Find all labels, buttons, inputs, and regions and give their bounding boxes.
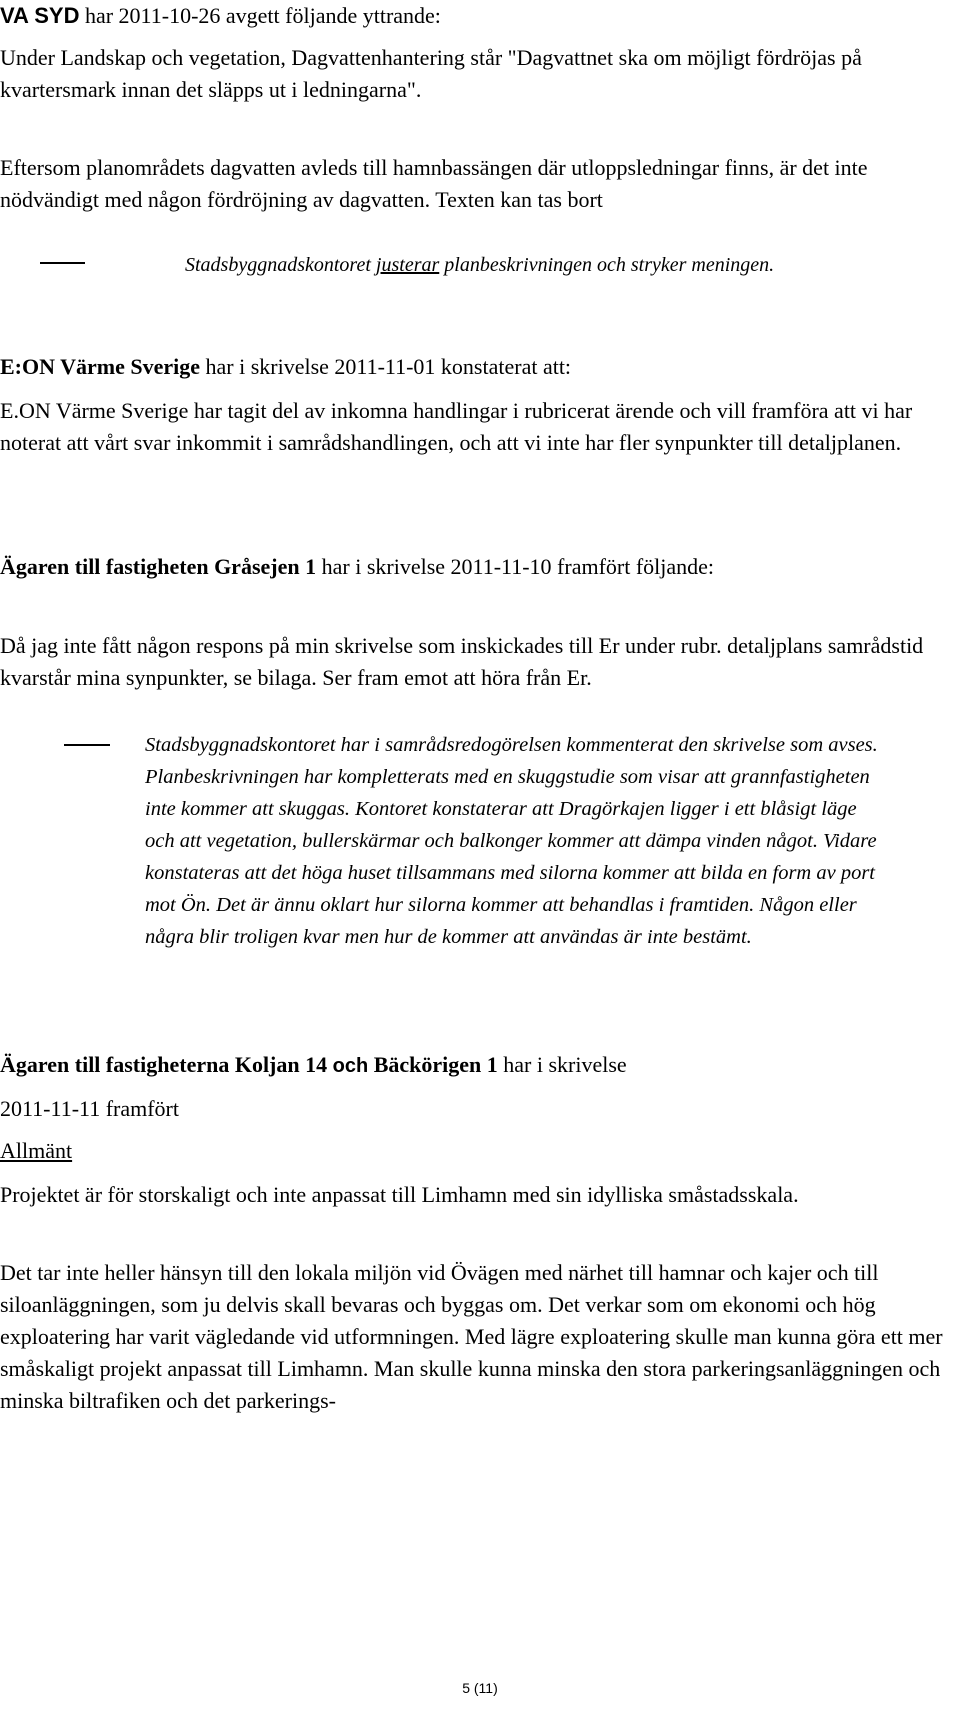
grasejen-sender: Ägaren till fastigheten Gråsejen 1	[0, 554, 317, 579]
koljan-heading	[0, 1049, 945, 1082]
vasyd-paragraph-2: Eftersom planområdets dagvatten avleds till hamnbassängen där utloppsledningar finns, är det inte nödvändigt med någon fördröjning av dagvatten. Texten kan tas bort	[0, 155, 868, 212]
page-number: 5 (11)	[462, 1680, 498, 1696]
koljan-paragraph-2: Det tar inte heller hänsyn till den lokala miljön vid Övägen med närhet till hamnar och kajer och till siloanläggningen, som ju delvis skall bevaras och byggas om. Det verkar som om ekonomi och hög exploatering har varit vägledande vid utformningen. Med lägre exploatering skulle man kunna göra ett mer småskaligt projekt anpassat till Limhamn. Man skulle kunna minska den stora parkeringsanläggningen och minska biltrafiken och det parkerings-	[0, 1260, 943, 1413]
vasyd-response-underlined: justerar	[375, 254, 440, 276]
koljan-heading-line-2: 2011-11-11 framfört	[0, 1096, 179, 1121]
grasejen-heading-rest: har i skrivelse 2011-11-10 framfört följande:	[316, 554, 715, 579]
koljan-sender-part2: Bäckörigen 1	[368, 1052, 498, 1077]
vasyd-response-post: planbeskrivningen och stryker meningen.	[439, 254, 775, 276]
eon-heading	[0, 351, 945, 383]
response-dash	[64, 744, 110, 746]
koljan-subheading: Allmänt	[0, 1138, 73, 1163]
koljan-paragraph-1: Projektet är för storskaligt och inte anpassat till Limhamn med sin idylliska småstadsskala.	[0, 1182, 799, 1207]
koljan-heading-rest: har i skrivelse	[497, 1052, 627, 1077]
koljan-sender-part1: Ägaren till fastigheterna Koljan 14	[0, 1052, 333, 1077]
vasyd-paragraph-1: Under Landskap och vegetation, Dagvattenhantering står "Dagvattnet ska om möjligt fördröjas på kvartersmark innan det släpps ut i ledningarna".	[0, 45, 862, 102]
vasyd-heading	[0, 0, 945, 32]
response-dash	[40, 262, 85, 264]
vasyd-response-pre: Stadsbyggnadskontoret	[185, 254, 376, 276]
vasyd-response	[185, 249, 945, 281]
grasejen-response: Stadsbyggnadskontoret har i samrådsredogörelsen kommenterat den skrivelse som avses. Planbeskrivningen har kompletterats med en skuggstudie som visar att grannfastigheten inte kommer att skuggas. Kontoret konstaterar att Dragörkajen ligger i ett blåsigt läge och att vegetation, bullerskärmar och balkonger kommer att dämpa vinden något. Vidare konstateras att det höga huset tillsammans med silorna kommer att bilda en form av port mot Ön. Det är ännu oklart hur silorna kommer att behandlas i framtiden. Någon eller några blir troligen kvar men hur de kommer att användas är inte bestämt.	[145, 734, 878, 948]
grasejen-heading	[0, 551, 945, 583]
koljan-sender-och: och	[332, 1055, 369, 1077]
vasyd-heading-rest: har 2011-10-26 avgett följande yttrande:	[79, 3, 441, 28]
eon-paragraph-1: E.ON Värme Sverige har tagit del av inkomna handlingar i rubricerat ärende och vill framföra att vi har noterat att vårt svar inkommit i samrådshandlingen, och att vi inte har fler synpunkter till detaljplanen.	[0, 398, 913, 455]
eon-sender: E:ON Värme Sverige	[0, 354, 200, 379]
vasyd-sender: VA SYD	[0, 3, 80, 28]
grasejen-paragraph-1: Då jag inte fått någon respons på min skrivelse som inskickades till Er under rubr. detaljplans samrådstid kvarstår mina synpunkter, se bilaga. Ser fram emot att höra från Er.	[0, 633, 924, 690]
eon-heading-rest: har i skrivelse 2011-11-01 konstaterat att:	[200, 354, 572, 379]
